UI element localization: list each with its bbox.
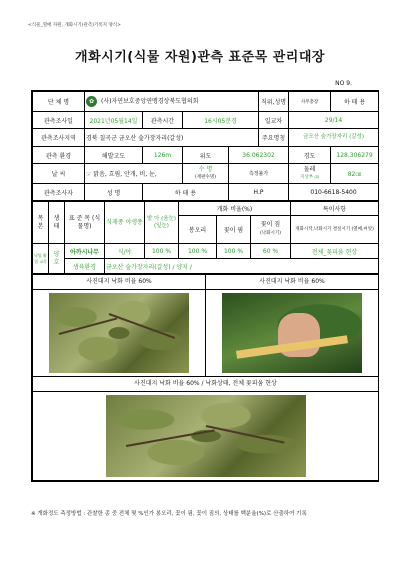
photo-canopy-2	[106, 395, 306, 477]
bud-value: 100 %	[145, 244, 179, 259]
main-label: 주요명칭	[259, 129, 289, 147]
info-table	[32, 91, 379, 201]
col-std: 표 준 목 (식물명)	[65, 202, 105, 244]
observer-name: 하 태 용	[143, 184, 229, 201]
site-value: 금오산 숲가장자리(갈성) / 양지 /	[105, 259, 379, 274]
place-label: 관측조사지역	[33, 129, 85, 147]
col-bud2: 봉오리	[179, 216, 217, 244]
girth-cell	[289, 164, 331, 184]
photo1-caption: 사진대지 낙화 비율 60%	[33, 275, 206, 290]
org-name: (사)자연보호중앙연맹경상북도협의회	[101, 98, 199, 105]
photo-canopy-1	[49, 293, 189, 373]
note-value: 전체_꽃피움 현상	[291, 244, 379, 259]
lon-value: 128.306279	[331, 147, 379, 164]
env-label: 관측 환경	[33, 147, 85, 164]
record-sheet	[31, 90, 379, 482]
time-label: 관측시간	[143, 112, 183, 129]
col-note-sub: 개화시작,낙화시기 결실시기 (열매,씨앗)	[291, 216, 379, 244]
col-form: 생 태	[49, 202, 65, 244]
date-label: 관측조사일	[33, 112, 85, 129]
rep-title: 사무총장	[289, 92, 331, 112]
rep-name: 하 태 용	[331, 92, 379, 112]
left-tag: 낙엽 활엽 교목	[33, 244, 49, 274]
water-value: 측정불가	[229, 164, 289, 184]
footnote: ※ 개화정도 측정방법 : 관찰한 종 중 전체 몇 %인가 봉오리, 꽃이 핌, 꽃이 짐의, 상태를 백분율(%)로 산출하여 기록	[31, 511, 307, 517]
observer-name-label: 성 명	[85, 184, 143, 201]
org-cell	[85, 92, 259, 112]
wilt-value: 60 %	[251, 244, 291, 259]
col-sci: 식재종 야생종	[105, 202, 145, 244]
hp-value: 010-6618-5400	[289, 184, 379, 201]
photo3-caption: 사진대지 낙화 비율 60% / 낙화상태, 전체 꽃피움 현상	[33, 377, 379, 392]
record-number: NO 9.	[335, 80, 352, 87]
lat-label: 위도	[183, 147, 229, 164]
hp-label: H.P	[229, 184, 289, 201]
week-label: 일교차	[259, 112, 289, 129]
emblem-icon: ✿	[86, 96, 97, 107]
header-note: <식물_열매 자원, 개화시기(관측)기록지 양식>	[28, 23, 121, 28]
plant-name: 아까시나무	[65, 244, 105, 259]
photo-table	[32, 274, 379, 481]
girth-label: 둘레	[303, 166, 316, 173]
girth-sub: 지상부 ㎝	[300, 175, 320, 180]
col-wilt-cell	[251, 216, 291, 244]
sci-value: 식/야	[105, 244, 145, 259]
col-bud: 발 아 (움눈) (잎눈)	[145, 202, 179, 244]
place-value: 경북 칠곡군 금오산 숲가장자리(갈성)	[85, 129, 259, 147]
photo-measure	[222, 293, 362, 373]
observation-table	[32, 201, 379, 274]
bud2-value: 100 %	[179, 244, 217, 259]
bloom-value: 100 %	[217, 244, 251, 259]
date-value: 2021년05월14일	[85, 112, 143, 129]
photo2-caption: 사진대지 낙화 비율 60%	[206, 275, 379, 290]
col-bloom: 꽃이 핌	[217, 216, 251, 244]
lon-label: 경도	[289, 147, 331, 164]
water-label: 수 명	[198, 166, 213, 173]
main-value: 금오산 숲가장자리 (갈성)	[289, 129, 379, 147]
girth-value: 82㎝	[331, 164, 379, 184]
org-label: 단 체 명	[33, 92, 85, 112]
rep-label: 직위,성명	[259, 92, 289, 112]
weather-label: 날 씨	[33, 164, 85, 184]
week-value: 29/14	[289, 112, 379, 129]
alt-value: 126m	[143, 147, 183, 164]
page-title: 개화시기(식물 자원)관측 표준목 관리대장	[75, 50, 325, 65]
weather-value: ☞ 맑음, 흐림, 안개, 비, 눈,	[85, 164, 183, 184]
water-cell	[183, 164, 229, 184]
col-order: 목 본	[33, 202, 49, 244]
alt-label: 해발고도	[85, 147, 143, 164]
site-label: 생육환경	[65, 259, 105, 274]
col-wilt-sub: (낙화시기)	[260, 231, 281, 236]
water-sub: (재판수명)	[195, 175, 216, 180]
observer-label: 관측조사자	[33, 184, 85, 201]
bloom-header: 개화 비율(%)	[179, 202, 291, 216]
form-tag: 양 호	[49, 244, 65, 274]
lat-value: 36.062302	[229, 147, 289, 164]
col-note: 특이사항	[291, 202, 379, 216]
col-wilt: 꽃이 짐	[260, 221, 281, 228]
time-value: 16시05분경	[183, 112, 259, 129]
